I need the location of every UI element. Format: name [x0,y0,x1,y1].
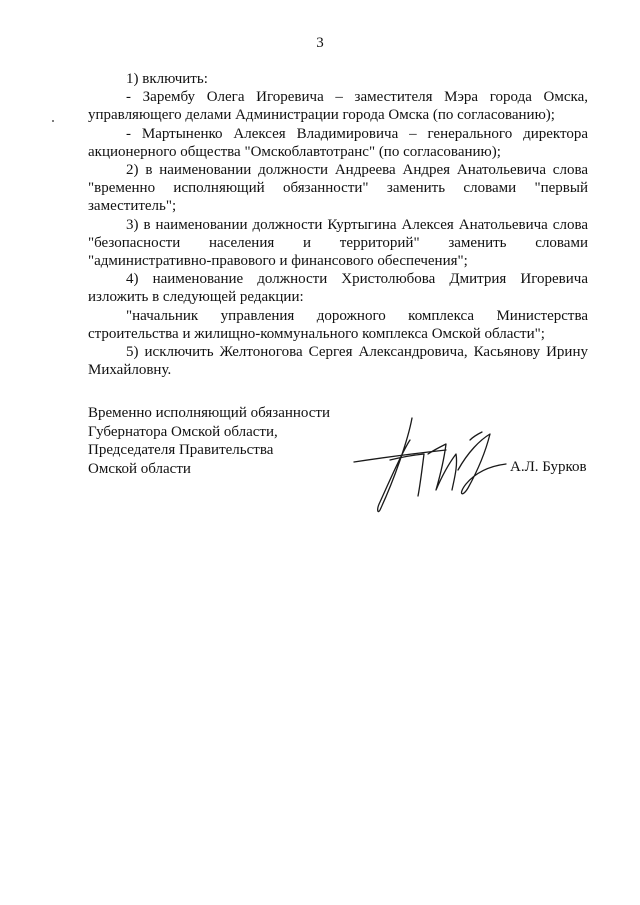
paragraph-kurtygin: 3) в наименовании должности Куртыгина Алексея Анатольевича слова "безопасности населения и территорий" заменить словами "административно-правового и финансового обеспечения"; [88,216,588,270]
paragraph-include: 1) включить: [126,71,208,87]
paragraph-exclude: 5) исключить Желтоногова Сергея Александровича, Касьянову Ирину Михайловну. [88,344,588,379]
paragraph-zaremba: - Зарембу Олега Игоревича – заместителя Мэра города Омска, управляющего делами Администрации города Омска (по согласованию); [88,89,588,124]
page-number: 3 [316,35,324,51]
signature-block [88,404,330,478]
paragraph-new-title: "начальник управления дорожного комплекса Министерства строительства и жилищно-коммунального комплекса Омской области"; [88,307,588,342]
scan-speck [52,120,54,122]
paragraph-khristolyubov: 4) наименование должности Христолюбова Дмитрия Игоревича изложить в следующей редакции: [88,271,588,306]
signatory-title-line-1: Временно исполняющий обязанности [88,405,331,421]
handwritten-signature [350,410,510,520]
signer-name: А.Л. Бурков [510,459,587,475]
document-body [88,70,588,379]
signatory-title-line-2: Губернатора Омской области, [88,423,278,440]
paragraph-martynenko: - Мартыненко Алексея Владимировича – генерального директора акционерного общества "Омскоблавтотранс" (по согласованию); [88,125,588,160]
signatory-title-line-4: Омской области [88,460,191,477]
signatory-title-line-3: Председателя Правительства [88,442,274,458]
paragraph-andreev: 2) в наименовании должности Андреева Андрея Анатольевича слова "временно исполняющий обязанности" заменить словами "первый заместитель"; [88,162,588,215]
